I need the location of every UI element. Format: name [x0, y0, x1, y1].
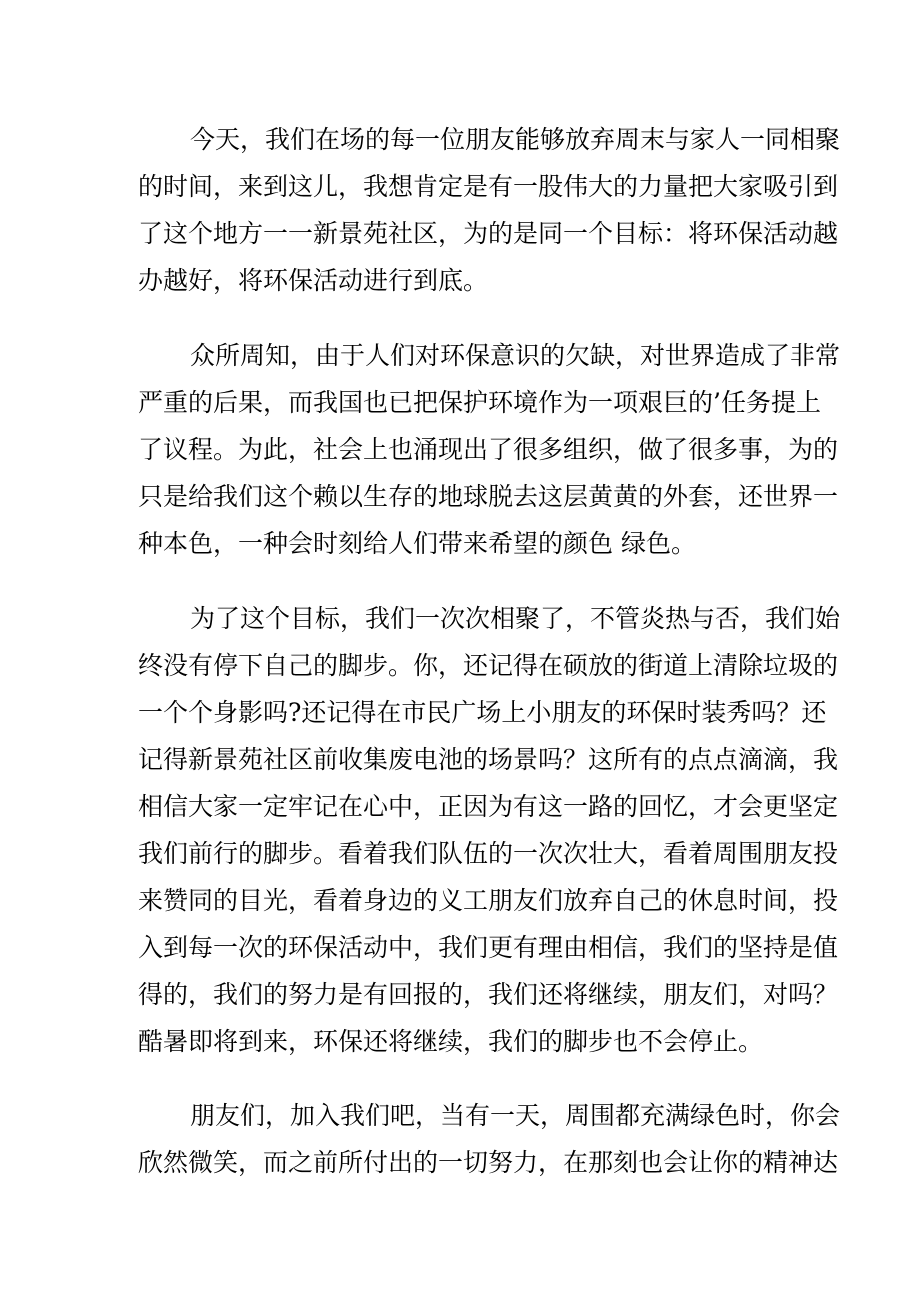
- text-line: 来赞同的目光，看着身边的义工朋友们放弃自己的休息时间，投: [138, 886, 839, 915]
- paragraph-1: [138, 116, 841, 304]
- paragraph-2: [138, 332, 841, 567]
- paragraph-4: [138, 1092, 841, 1186]
- text-line: 朋友们，加入我们吧，当有一天，周围都充满绿色时，你会: [190, 1101, 841, 1130]
- text-line: 为了这个目标，我们一次次相聚了，不管炎热与否，我们始: [190, 604, 841, 633]
- text-line: 入到每一次的环保活动中，我们更有理由相信，我们的坚持是值: [138, 933, 839, 962]
- text-line: 种本色，一种会时刻给人们带来希望的颜色 绿色。: [138, 529, 696, 558]
- text-line: 终没有停下自己的脚步。你，还记得在硕放的街道上清除垃圾的: [138, 651, 839, 680]
- text-line: 众所周知，由于人们对环保意识的欠缺，对世界造成了非常: [190, 341, 841, 370]
- text-line: 严重的后果，而我国也已把保护环境作为一项艰巨的’任务提上: [138, 388, 821, 417]
- text-line: 记得新景苑社区前收集废电池的场景吗？这所有的点点滴滴，我: [138, 745, 839, 774]
- text-line: 了议程。为此，社会上也涌现出了很多组织，做了很多事，为的: [138, 435, 839, 464]
- text-line: 相信大家一定牢记在心中，正因为有这一路的回忆，才会更坚定: [138, 792, 839, 821]
- text-line: 得的，我们的努力是有回报的，我们还将继续，朋友们，对吗？: [138, 980, 839, 1009]
- text-line: 一个个身影吗?还记得在市民广场上小朋友的环保时装秀吗？还: [138, 698, 827, 727]
- text-line: 我们前行的脚步。看着我们队伍的一次次壮大，看着周围朋友投: [138, 839, 839, 868]
- text-line: 办越好，将环保活动进行到底。: [138, 266, 489, 295]
- text-line: 的时间，来到这儿，我想肯定是有一股伟大的力量把大家吸引到: [138, 172, 839, 201]
- text-line: 今天，我们在场的每一位朋友能够放弃周末与家人一同相聚: [190, 125, 841, 154]
- text-line: 酷暑即将到来，环保还将继续，我们的脚步也不会停止。: [138, 1027, 764, 1056]
- paragraph-3: [138, 595, 841, 1065]
- text-line: 只是给我们这个赖以生存的地球脱去这层黄黄的外套，还世界一: [138, 482, 839, 511]
- text-line: 欣然微笑，而之前所付出的一切努力，在那刻也会让你的精神达: [138, 1148, 839, 1177]
- text-line: 了这个地方一一新景苑社区，为的是同一个目标：将环保活动越: [138, 219, 839, 248]
